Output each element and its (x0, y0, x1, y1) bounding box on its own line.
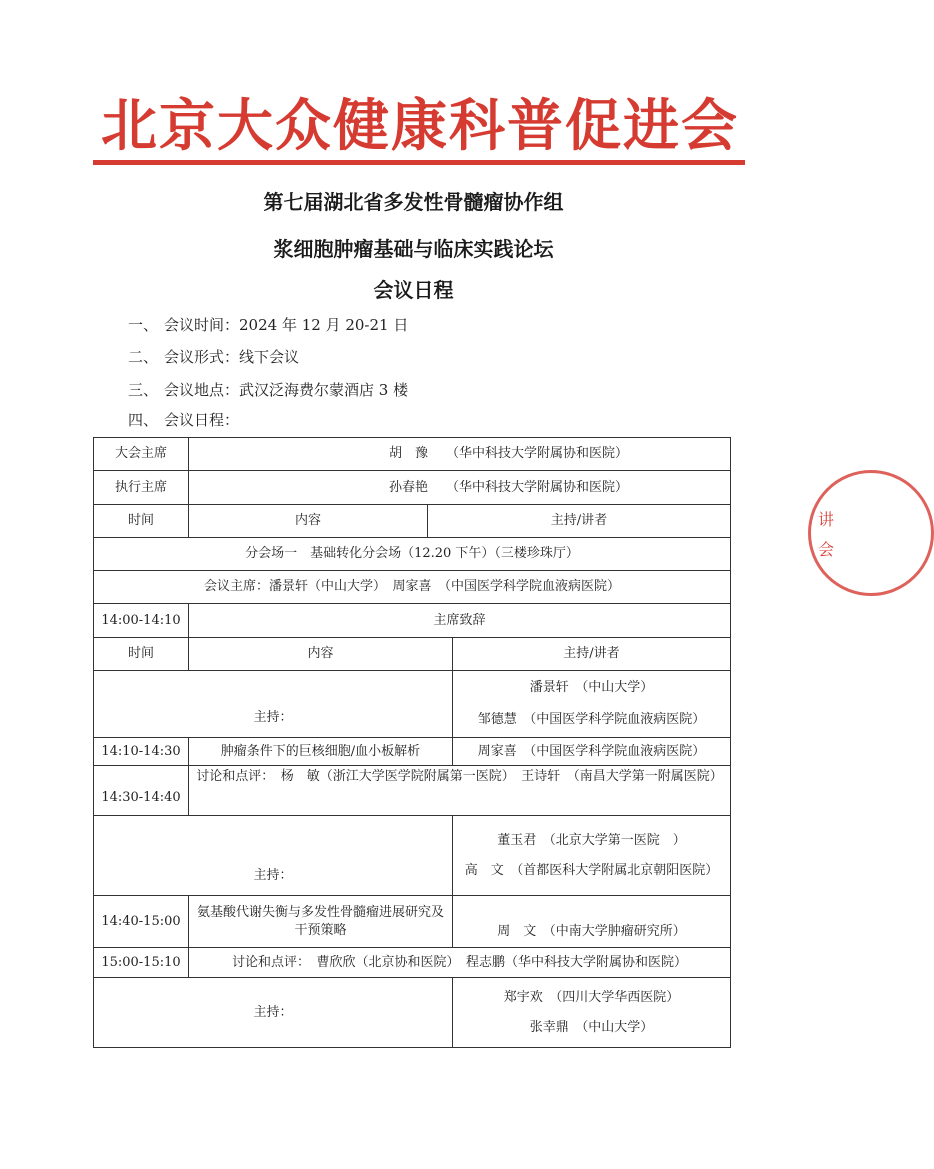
moderator-name: 高 文 （首都医科大学附属北京朝阳医院） (464, 862, 719, 878)
info-line-schedule (128, 409, 239, 430)
header-host: 主持/讲者 (428, 505, 731, 538)
table-row-exec-chair (94, 471, 731, 505)
moderator-name: 张幸鼎 （中山大学） (529, 1019, 654, 1035)
row-content: 氨基酸代谢失衡与多发性骨髓瘤进展研究及干预策略 (189, 896, 453, 948)
table-row-chair (94, 438, 731, 471)
chair-name: 胡 豫 (388, 446, 428, 461)
moderator-name: 郑宇欢 （四川大学华西医院） (503, 989, 680, 1005)
row-time: 14:30-14:40 (94, 766, 189, 816)
row-time: 14:40-15:00 (94, 896, 189, 948)
header-content: 内容 (189, 505, 428, 538)
table-row-session-chairs (94, 571, 731, 604)
moderator-label: 主持： (94, 671, 453, 738)
info-label: 会议形式： (164, 348, 240, 366)
moderator-list (453, 978, 731, 1048)
header-time: 时间 (94, 505, 189, 538)
row-speaker: 周家喜 （中国医学科学院血液病医院） (453, 738, 731, 766)
table-row-moderators (94, 816, 731, 896)
title-line-2: 浆细胞肿瘤基础与临床实践论坛 (273, 237, 554, 261)
session-chairs: 会议主席：潘景轩（中山大学） 周家喜 （中国医学科学院血液病医院） (94, 571, 731, 604)
moderator-list (453, 671, 731, 738)
exec-chair-org: （华中科技大学附属协和医院） (446, 479, 629, 495)
header-content: 内容 (189, 638, 453, 671)
table-row-discussion (94, 766, 731, 816)
info-num: 一、 (128, 316, 159, 334)
info-value: 武汉泛海费尔蒙酒店 3 楼 (239, 381, 409, 399)
info-label: 会议日程： (164, 411, 240, 429)
moderator-label: 主持： (94, 978, 453, 1048)
info-label: 会议时间： (164, 316, 240, 334)
row-speaker: 周 文 （中南大学肿瘤研究所） (453, 896, 731, 948)
table-header-row (94, 505, 731, 538)
row-time: 14:00-14:10 (94, 604, 189, 638)
exec-chair-name: 孙春艳 (388, 479, 428, 495)
seal-text: 讲 会 (818, 510, 835, 559)
row-time: 15:00-15:10 (94, 948, 189, 978)
table-row (94, 738, 731, 766)
table-row (94, 604, 731, 638)
info-value: 2024 年 12 月 20-21 日 (239, 316, 409, 334)
moderator-label: 主持： (94, 816, 453, 896)
chair-label: 大会主席 (94, 438, 189, 471)
row-content: 肿瘤条件下的巨核细胞/血小板解析 (189, 738, 453, 766)
moderator-name: 董玉君 （北京大学第一医院 ） (497, 832, 686, 848)
letterhead-divider (93, 160, 745, 165)
moderator-list (453, 816, 731, 896)
info-num: 二、 (128, 348, 159, 366)
table-row-discussion (94, 948, 731, 978)
info-line-time (128, 314, 408, 335)
table-header-row-2 (94, 638, 731, 671)
row-content: 讨论和点评： 杨 敏（浙江大学医学院附属第一医院） 王诗轩 （南昌大学第一附属医院） (189, 766, 731, 816)
info-label: 会议地点： (164, 381, 240, 399)
table-row-moderators (94, 671, 731, 738)
exec-chair-cell (189, 471, 731, 505)
table-row-moderators (94, 978, 731, 1048)
moderator-name: 潘景轩 （中山大学） (529, 680, 654, 695)
schedule-table (93, 437, 731, 1048)
info-num: 三、 (128, 381, 159, 399)
row-content: 主席致辞 (189, 604, 731, 638)
header-time: 时间 (94, 638, 189, 671)
chair-cell (189, 438, 731, 471)
table-row (94, 896, 731, 948)
letterhead-org-name: 北京大众健康科普促进会 (101, 94, 739, 159)
row-time: 14:10-14:30 (94, 738, 189, 766)
session-title: 分会场一 基础转化分会场（12.20 下午）（三楼珍珠厅） (94, 538, 731, 571)
info-num: 四、 (128, 411, 159, 429)
info-line-format (128, 346, 299, 367)
chair-org: （华中科技大学附属协和医院） (446, 446, 629, 461)
table-row-session-title (94, 538, 731, 571)
moderator-name: 邹德慧 （中国医学科学院血液病医院） (477, 712, 706, 727)
info-value: 线下会议 (239, 348, 300, 366)
row-content: 讨论和点评： 曹欣欣（北京协和医院） 程志鹏（华中科技大学附属协和医院） (189, 948, 731, 978)
info-line-venue (128, 379, 408, 400)
header-host: 主持/讲者 (453, 638, 731, 671)
title-line-1: 第七届湖北省多发性骨髓瘤协作组 (263, 190, 564, 214)
title-line-3: 会议日程 (373, 278, 454, 302)
exec-chair-label: 执行主席 (94, 471, 189, 505)
